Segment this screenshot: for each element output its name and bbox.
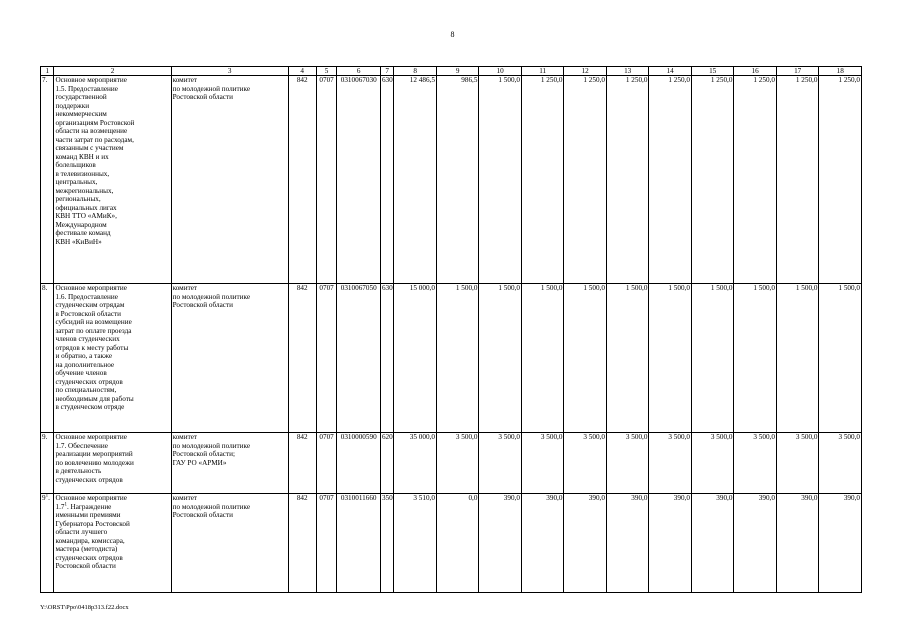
description-line: связанным с участием	[55, 144, 124, 152]
description-line: некоммерческим	[55, 110, 107, 118]
description-line: по вовлечению молодежи	[55, 458, 134, 467]
year-amount: 3 500,0	[606, 433, 649, 494]
year-amount: 1 250,0	[606, 76, 649, 284]
column-header: 12	[564, 67, 607, 76]
description-line: членов студенческих	[55, 335, 120, 343]
description-line: в студенческом отряде	[55, 403, 125, 411]
column-header: 8	[394, 67, 437, 76]
year-amount: 390,0	[479, 494, 522, 593]
column-header: 16	[734, 67, 777, 76]
executor	[171, 284, 288, 433]
activity-description	[54, 76, 171, 284]
column-header: 17	[776, 67, 819, 76]
description-line: студенческим отрядам	[55, 301, 125, 309]
year-amount: 390,0	[521, 494, 564, 593]
year-amount: 3 500,0	[436, 433, 479, 494]
section-code: 0707	[316, 76, 337, 284]
activity-description	[54, 433, 171, 494]
section-code: 0707	[316, 494, 337, 593]
description-line: 1.6. Предоставление	[55, 292, 118, 301]
description-line: на дополнительное	[55, 360, 115, 369]
description-line: затрат по оплате проезда	[55, 326, 132, 335]
description-line: Международном	[55, 220, 107, 229]
description-line: по специальностям,	[55, 386, 117, 394]
executor-line: по молодежной политике	[172, 502, 251, 511]
year-amount: 1 250,0	[521, 76, 564, 284]
description-line: студенческих отрядов	[55, 377, 123, 386]
target-article-code: 0310067030	[337, 76, 381, 284]
description-line: в телевизионных,	[55, 169, 110, 178]
description-line: Основное мероприятие	[55, 433, 127, 441]
description-line: центральных,	[55, 178, 98, 186]
year-amount: 1 500,0	[734, 284, 777, 433]
description-line: Основное мероприятие	[55, 76, 127, 84]
description-line: реализации мероприятий	[55, 450, 133, 458]
executor	[171, 433, 288, 494]
description-line: необходимым для работы	[55, 394, 134, 403]
file-path-footer: Y:\ORST\Ppo\0418p313.f22.docx	[40, 604, 129, 611]
year-amount: 3 500,0	[479, 433, 522, 494]
description-line: государственной	[55, 93, 107, 101]
total-amount: 35 000,0	[394, 433, 437, 494]
total-amount: 15 000,0	[394, 284, 437, 433]
year-amount: 1 500,0	[606, 284, 649, 433]
row-number: 7.	[41, 76, 54, 284]
executor-line: комитет	[172, 76, 198, 84]
year-amount: 986,5	[436, 76, 479, 284]
year-amount: 3 500,0	[819, 433, 862, 494]
year-amount: 0,0	[436, 494, 479, 593]
executor-line: Ростовской области	[172, 511, 233, 519]
description-line: организациям Ростовской	[55, 118, 135, 127]
year-amount: 1 500,0	[776, 284, 819, 433]
description-line: 1.7. Обеспечение	[55, 441, 108, 450]
executor	[171, 494, 288, 593]
description-line: официальных лигах	[55, 203, 117, 212]
executor-line: Ростовской области	[172, 301, 233, 309]
page-number: 8	[450, 30, 455, 39]
description-line: в Ростовской области	[55, 309, 122, 318]
description-line: части затрат по расходам,	[55, 135, 134, 144]
column-number-row	[41, 67, 862, 76]
description-line: Основное мероприятие	[55, 494, 127, 502]
year-amount: 390,0	[606, 494, 649, 593]
description-line: фестивале команд	[55, 229, 111, 237]
activity-description	[54, 494, 171, 593]
executor-line: комитет	[172, 433, 198, 441]
year-amount: 1 500,0	[819, 284, 862, 433]
description-line: Губернатора Ростовской	[55, 519, 130, 528]
description-line: области на возмещение	[55, 127, 128, 135]
description-line: именными премиями	[55, 511, 121, 519]
column-header: 1	[41, 67, 54, 76]
description-line: 1.5. Предоставление	[55, 84, 118, 93]
executor-line: Ростовской области;	[172, 450, 235, 458]
row-number: 9.	[41, 433, 54, 494]
description-line: мастера (методиста)	[55, 545, 118, 553]
expense-type-code: 620	[380, 433, 393, 494]
column-header: 13	[606, 67, 649, 76]
year-amount: 1 500,0	[691, 284, 734, 433]
column-header: 10	[479, 67, 522, 76]
year-amount: 1 500,0	[479, 284, 522, 433]
year-amount: 1 500,0	[479, 76, 522, 284]
total-amount: 3 510,0	[394, 494, 437, 593]
description-line: области лучшего	[55, 528, 108, 536]
description-line: болельщиков	[55, 161, 96, 169]
column-header: 3	[171, 67, 288, 76]
executor-line: комитет	[172, 284, 198, 292]
grbs-code: 842	[288, 76, 316, 284]
year-amount: 390,0	[734, 494, 777, 593]
description-line: в деятельность	[55, 467, 102, 475]
description-line: региональных,	[55, 195, 101, 203]
executor-line: по молодежной политике	[172, 441, 251, 450]
grbs-code: 842	[288, 284, 316, 433]
executor-line: по молодежной политике	[172, 292, 251, 301]
year-amount: 3 500,0	[776, 433, 819, 494]
description-line: команд КВН и их	[55, 152, 109, 161]
year-amount: 390,0	[691, 494, 734, 593]
executor-line: ГАУ РО «АРМИ»	[172, 458, 227, 467]
year-amount: 1 250,0	[649, 76, 692, 284]
description-line: межрегиональных,	[55, 186, 114, 195]
year-amount: 3 500,0	[564, 433, 607, 494]
target-article-code: 0310067050	[337, 284, 381, 433]
year-amount: 1 250,0	[776, 76, 819, 284]
description-line: командира, комиссара,	[55, 536, 125, 545]
grbs-code: 842	[288, 433, 316, 494]
year-amount: 1 250,0	[819, 76, 862, 284]
budget-table	[40, 66, 862, 593]
description-line: Основное мероприятие	[55, 284, 127, 292]
table-row	[41, 76, 862, 284]
description-line: поддержки	[55, 101, 90, 110]
year-amount: 1 500,0	[649, 284, 692, 433]
year-amount: 3 500,0	[691, 433, 734, 494]
activity-description	[54, 284, 171, 433]
description-line: обучение членов	[55, 369, 107, 377]
executor-line: комитет	[172, 494, 198, 502]
table-row	[41, 284, 862, 433]
column-header: 11	[521, 67, 564, 76]
executor	[171, 76, 288, 284]
year-amount: 3 500,0	[649, 433, 692, 494]
expense-type-code: 630	[380, 284, 393, 433]
target-article-code: 0310000590	[337, 433, 381, 494]
total-amount: 12 486,5	[394, 76, 437, 284]
column-header: 14	[649, 67, 692, 76]
column-header: 5	[316, 67, 337, 76]
description-line: и обратно, а также	[55, 352, 113, 360]
description-line: КВН «КиВиН»	[55, 237, 102, 246]
year-amount: 3 500,0	[521, 433, 564, 494]
table-row	[41, 494, 862, 593]
year-amount: 1 250,0	[734, 76, 777, 284]
executor-line: по молодежной политике	[172, 84, 251, 93]
column-header: 7	[380, 67, 393, 76]
year-amount: 3 500,0	[734, 433, 777, 494]
year-amount: 1 250,0	[691, 76, 734, 284]
column-header: 18	[819, 67, 862, 76]
year-amount: 390,0	[819, 494, 862, 593]
column-header: 6	[337, 67, 381, 76]
year-amount: 390,0	[564, 494, 607, 593]
table-row	[41, 433, 862, 494]
target-article-code: 0310011660	[337, 494, 381, 593]
description-line: КВН ТТО «АМиК»,	[55, 212, 117, 220]
section-code: 0707	[316, 284, 337, 433]
row-number: $9^1$.	[41, 494, 54, 593]
year-amount: 1 500,0	[436, 284, 479, 433]
description-line: студенческих отрядов	[55, 553, 123, 562]
column-header: 2	[54, 67, 171, 76]
year-amount: 1 250,0	[564, 76, 607, 284]
column-header: 15	[691, 67, 734, 76]
grbs-code: 842	[288, 494, 316, 593]
column-header: 4	[288, 67, 316, 76]
description-line: студенческих отрядов	[55, 475, 123, 484]
section-code: 0707	[316, 433, 337, 494]
description-line: субсидий на возмещение	[55, 318, 132, 326]
executor-line: Ростовской области	[172, 93, 233, 101]
description-line: $1.7^1$. Награждение	[55, 502, 112, 511]
column-header: 9	[436, 67, 479, 76]
year-amount: 390,0	[776, 494, 819, 593]
expense-type-code: 630	[380, 76, 393, 284]
description-line: отрядов к месту работы	[55, 343, 129, 352]
description-line: Ростовской области	[55, 562, 116, 570]
year-amount: 1 500,0	[521, 284, 564, 433]
row-number: 8.	[41, 284, 54, 433]
expense-type-code: 350	[380, 494, 393, 593]
year-amount: 390,0	[649, 494, 692, 593]
year-amount: 1 500,0	[564, 284, 607, 433]
